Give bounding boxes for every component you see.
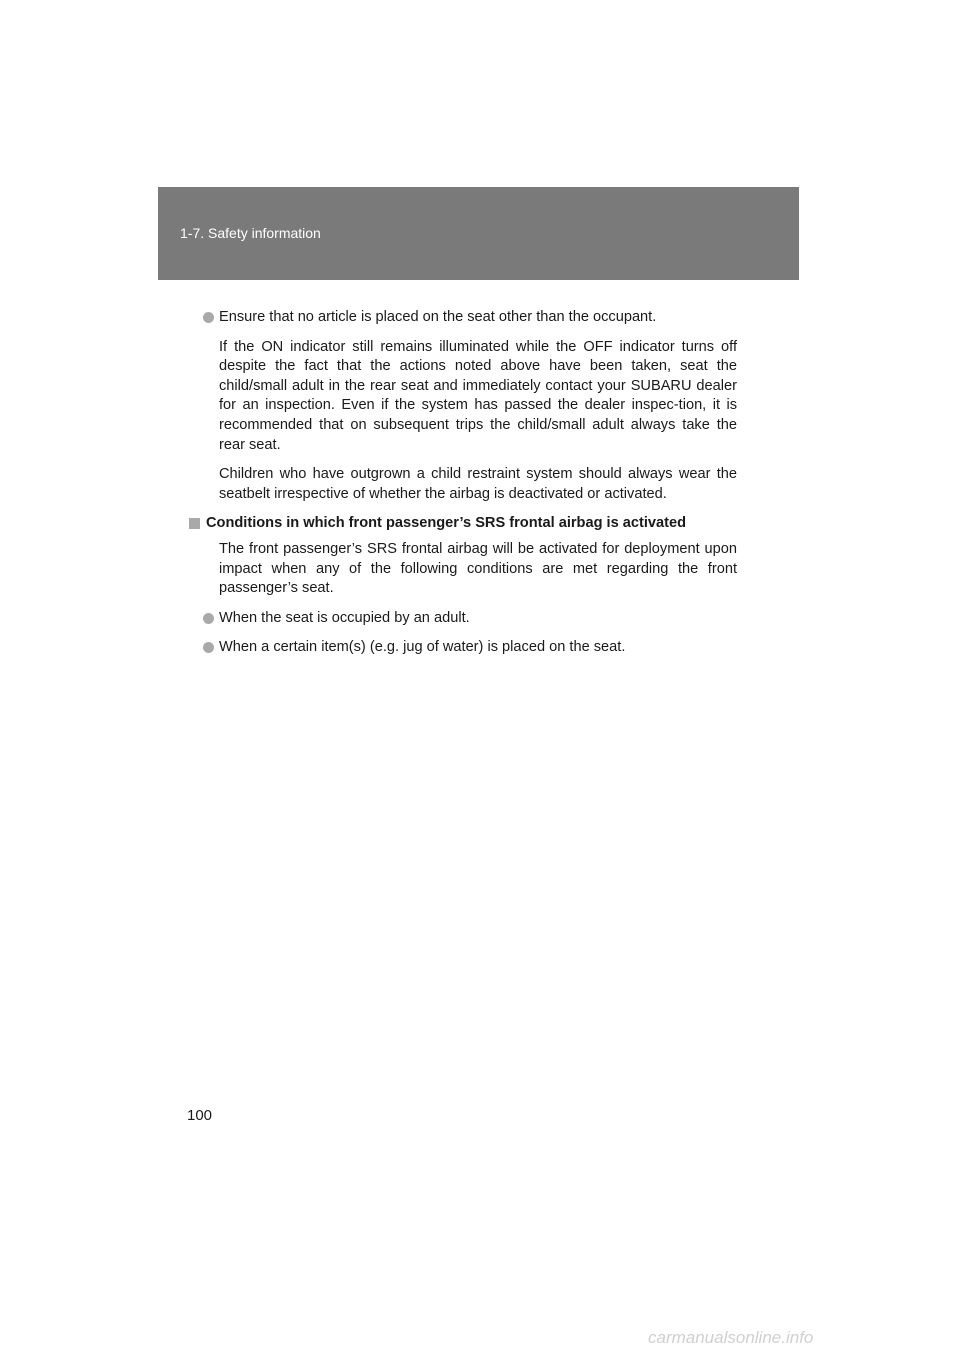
heading-text: Conditions in which front passenger’s SRS frontal airbag is activated bbox=[206, 515, 687, 532]
paragraph: The front passenger’s SRS frontal airbag will be activated for deployment upon impact when any of the following conditions are met regarding the front passenger’s seat. bbox=[219, 540, 737, 597]
bullet-item bbox=[203, 609, 737, 629]
circle-bullet-icon bbox=[203, 642, 214, 653]
circle-bullet-icon bbox=[203, 312, 214, 323]
bullet-text: When a certain item(s) (e.g. jug of water) is placed on the seat. bbox=[219, 639, 626, 656]
square-bullet-icon bbox=[189, 518, 200, 529]
circle-bullet-icon bbox=[203, 613, 214, 624]
paragraph: If the ON indicator still remains illuminated while the OFF indicator turns off despite the fact that the actions noted above have been taken, seat the child/small adult in the rear seat and immediately contact your SUBARU dealer for an inspection. Even if the system has passed the dealer inspec-tion, it is recommended that on subsequent trips the child/small adult always take the rear seat. bbox=[219, 338, 737, 453]
subsection-heading bbox=[189, 514, 737, 534]
section-header-bar bbox=[158, 187, 799, 280]
section-title: 1-7. Safety information bbox=[180, 225, 321, 241]
bullet-item bbox=[203, 308, 737, 328]
bullet-text: When the seat is occupied by an adult. bbox=[219, 609, 470, 626]
bullet-text: Ensure that no article is placed on the seat other than the occupant. bbox=[219, 309, 657, 325]
page-number: 100 bbox=[187, 1107, 213, 1124]
paragraph: Children who have outgrown a child restraint system should always wear the seatbelt irrespective of whether the airbag is deactivated or activated. bbox=[219, 466, 737, 502]
watermark: carmanualsonline.info bbox=[648, 1328, 814, 1347]
bullet-item bbox=[203, 638, 737, 658]
page-content bbox=[203, 308, 737, 668]
